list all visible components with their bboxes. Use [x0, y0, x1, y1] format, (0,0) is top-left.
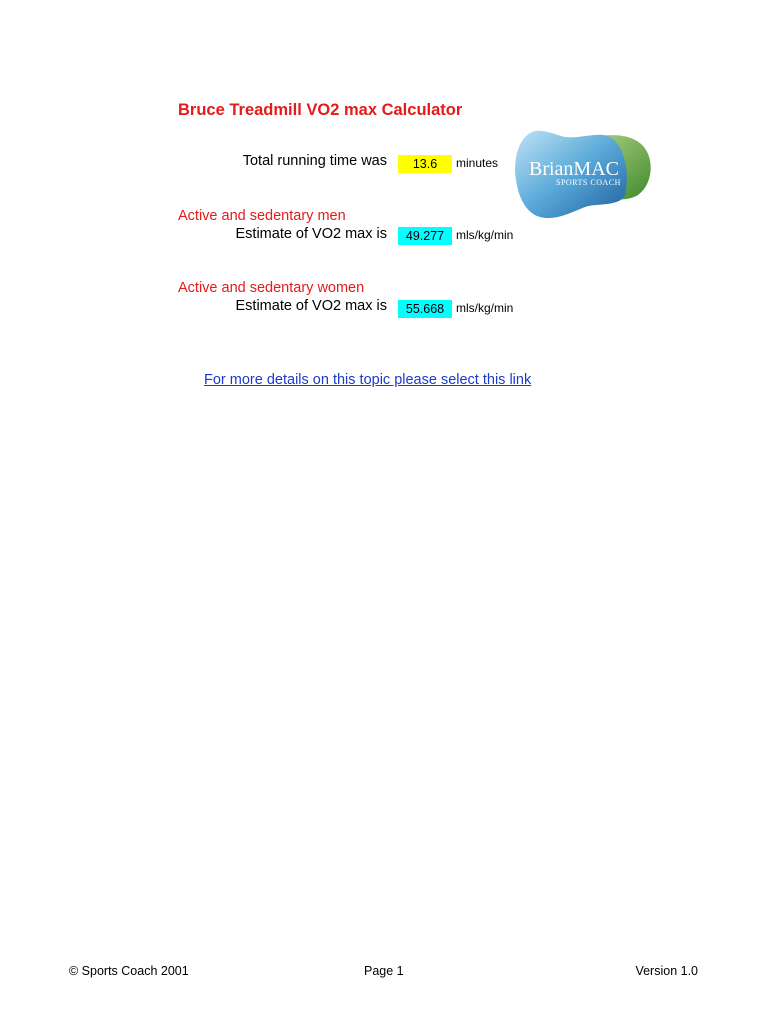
- men-estimate-label: Estimate of VO2 max is: [235, 226, 387, 242]
- men-vo2-unit: mls/kg/min: [456, 228, 514, 242]
- women-heading: Active and sedentary women: [178, 280, 365, 296]
- women-estimate-label: Estimate of VO2 max is: [235, 298, 387, 314]
- running-time-label: Total running time was: [242, 153, 387, 169]
- brianmac-logo: [510, 125, 655, 222]
- footer-page-number: Page 1: [364, 964, 404, 978]
- men-heading: Active and sedentary men: [178, 208, 346, 224]
- women-vo2-value: 55.668: [398, 300, 452, 318]
- footer-copyright: © Sports Coach 2001: [69, 964, 189, 978]
- women-vo2-unit: mls/kg/min: [456, 301, 514, 315]
- logo-subtext: SPORTS COACH: [556, 178, 621, 187]
- men-vo2-value: 49.277: [398, 227, 452, 245]
- running-time-unit: minutes: [456, 156, 499, 170]
- details-link[interactable]: For more details on this topic please select this link: [204, 372, 532, 388]
- running-time-input[interactable]: 13.6: [398, 155, 452, 173]
- page-title: Bruce Treadmill VO2 max Calculator: [178, 101, 463, 119]
- footer-version: Version 1.0: [635, 964, 698, 978]
- logo-text: BrianMAC: [529, 158, 619, 180]
